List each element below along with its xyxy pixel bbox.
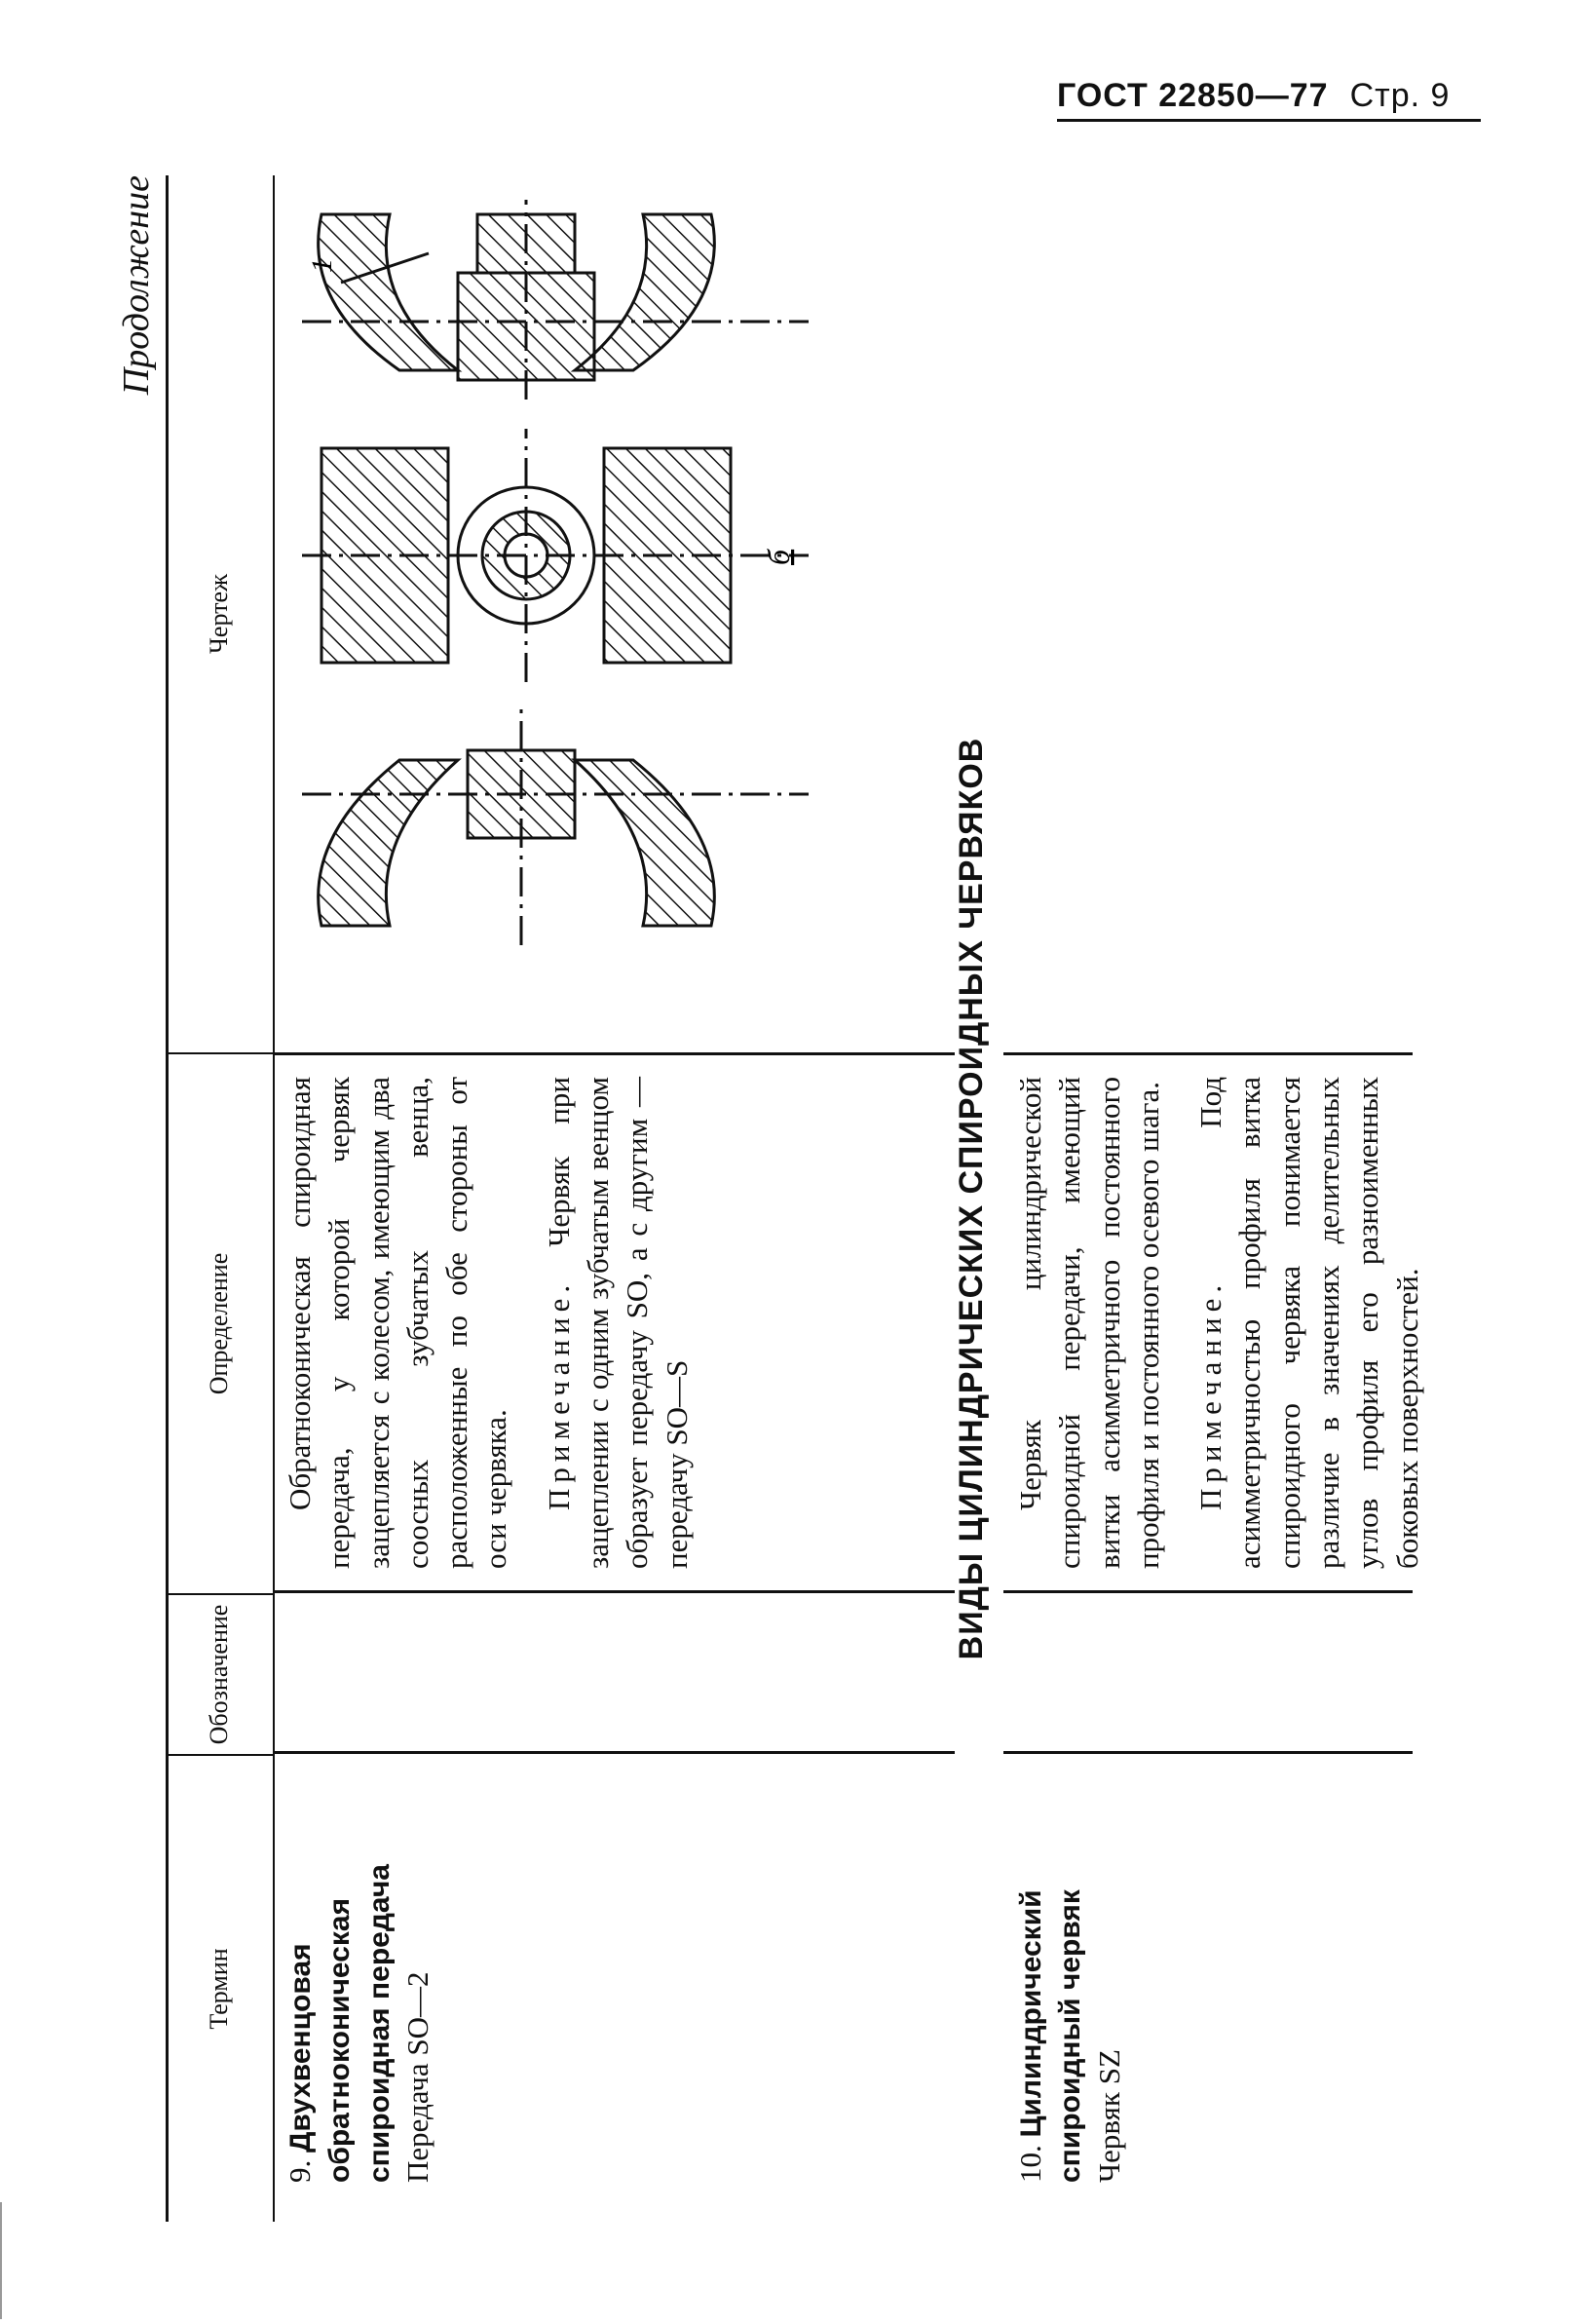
drawing-label-1: 1 [306, 258, 338, 273]
gear-drawing [283, 195, 828, 955]
term-alias: Передача SO—2 [399, 1971, 434, 2183]
definition-text: Обратноконическая спироидная передача, у которой червяк зацепляется с колесом, имеющим два соосных зубчатых венца, расположенные по обе стороны от оси червяка. [283, 1077, 513, 1569]
col-term-header: Термин [166, 1754, 273, 2222]
header-rule [1057, 119, 1481, 122]
scan-edge-mark [0, 2202, 8, 2319]
definition-text: Червяк цилиндрической спироидной передачи, имеющий витки асимметричного постоянного профиля и постоянного осевого шага. [1013, 1077, 1165, 1569]
note-label: Примечание. [1193, 1278, 1228, 1510]
drawing-label-b: б [761, 549, 796, 565]
designation-cell [273, 1593, 955, 1754]
term-number: 10. [1013, 2145, 1047, 2183]
rotated-table-area [116, 175, 1471, 2222]
section-title: ВИДЫ ЦИЛИНДРИЧЕСКИХ СПИРОИДНЫХ ЧЕРВЯКОВ [953, 737, 990, 1660]
term-name: Двухвенцовая обратноконическая спироидная передача [284, 1864, 396, 2183]
table-row [1003, 175, 1424, 2222]
page-header [1057, 66, 1486, 125]
term-alias: Червяк SZ [1091, 2049, 1126, 2183]
term-number: 9. [283, 2159, 317, 2183]
note [1191, 1077, 1427, 1569]
page-number: Стр. 9 [1349, 76, 1451, 114]
term-cell [273, 1754, 955, 2222]
designation-cell [1003, 1593, 1413, 1754]
definition-cell [1003, 1052, 1424, 1593]
drawing-cell [1003, 175, 1413, 1052]
note-label: Примечание. [541, 1278, 576, 1510]
col-designation-header: Обозначение [166, 1593, 273, 1754]
continuation-label: Продолжение [116, 175, 157, 396]
table-header-row [166, 175, 275, 2222]
col-definition-header: Определение [166, 1052, 273, 1593]
standard-number: ГОСТ 22850—77 [1057, 76, 1329, 114]
col-drawing-header: Чертеж [205, 574, 233, 654]
note-text: Под асимметричностью профиля витка спироидного червяка понимается различие в значениях делительных углов профиля его разноименных боковых поверхностей. [1193, 1077, 1424, 1569]
definition-cell [273, 1052, 955, 1593]
term-cell [1003, 1754, 1413, 2222]
note [540, 1077, 697, 1569]
term-name: Цилиндрический спироидный червяк [1015, 1889, 1087, 2183]
note-text: Червяк при зацеплении с одним зубчатым венцом образует передачу SO, а с другим — передачу SO—S [541, 1076, 694, 1569]
